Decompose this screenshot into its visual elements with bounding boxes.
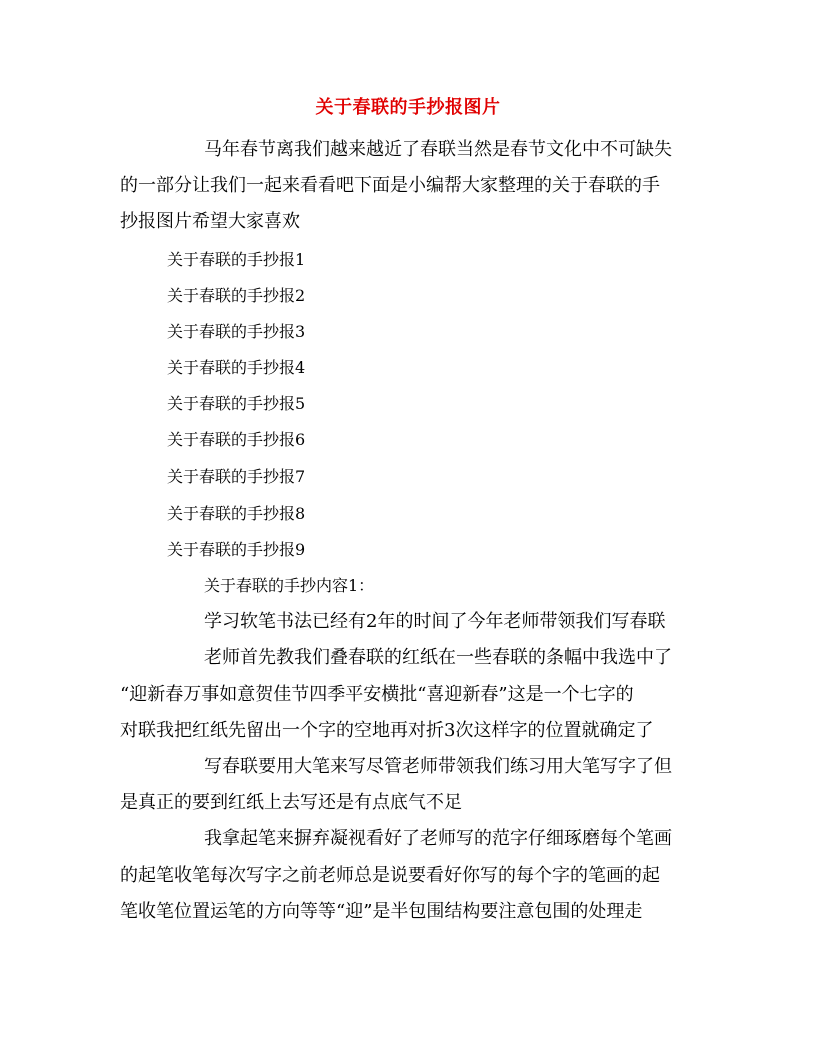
page-title: 关于春联的手抄报图片 xyxy=(315,97,501,118)
intro-line-1: 马年春节离我们越来越近了春联当然是春节文化中不可缺失 xyxy=(204,139,672,160)
body-line: “迎新春万事如意贺佳节四季平安横批“喜迎新春”这是一个七字的 xyxy=(120,684,634,705)
content-heading: 关于春联的手抄内容1： xyxy=(204,576,375,595)
body-line: 写春联要用大笔来写尽管老师带领我们练习用大笔写字了但 xyxy=(204,756,672,777)
body-line: 学习软笔书法已经有2年的时间了今年老师带领我们写春联 xyxy=(204,611,666,632)
list-item: 关于春联的手抄报4 xyxy=(167,358,306,377)
intro-line-2: 的一部分让我们一起来看看吧下面是小编帮大家整理的关于春联的手 xyxy=(120,175,660,196)
list-item: 关于春联的手抄报9 xyxy=(167,540,306,559)
body-line: 老师首先教我们叠春联的红纸在一些春联的条幅中我选中了 xyxy=(204,647,672,668)
list-item: 关于春联的手抄报1 xyxy=(167,250,306,269)
body-line: 我拿起笔来摒弃凝视看好了老师写的范字仔细琢磨每个笔画 xyxy=(204,828,672,849)
list-item: 关于春联的手抄报8 xyxy=(167,504,306,523)
body-line: 的起笔收笔每次写字之前老师总是说要看好你写的每个字的笔画的起 xyxy=(120,865,660,886)
list-item: 关于春联的手抄报3 xyxy=(167,322,306,341)
list-item: 关于春联的手抄报7 xyxy=(167,467,306,486)
list-item: 关于春联的手抄报5 xyxy=(167,394,306,413)
body-line: 对联我把红纸先留出一个字的空地再对折3次这样字的位置就确定了 xyxy=(120,720,654,741)
list-item: 关于春联的手抄报6 xyxy=(167,430,306,449)
body-line: 是真正的要到红纸上去写还是有点底气不足 xyxy=(120,792,462,813)
intro-line-3: 抄报图片希望大家喜欢 xyxy=(120,211,300,232)
body-line: 笔收笔位置运笔的方向等等“迎”是半包围结构要注意包围的处理走 xyxy=(120,901,643,922)
list-item: 关于春联的手抄报2 xyxy=(167,286,306,305)
